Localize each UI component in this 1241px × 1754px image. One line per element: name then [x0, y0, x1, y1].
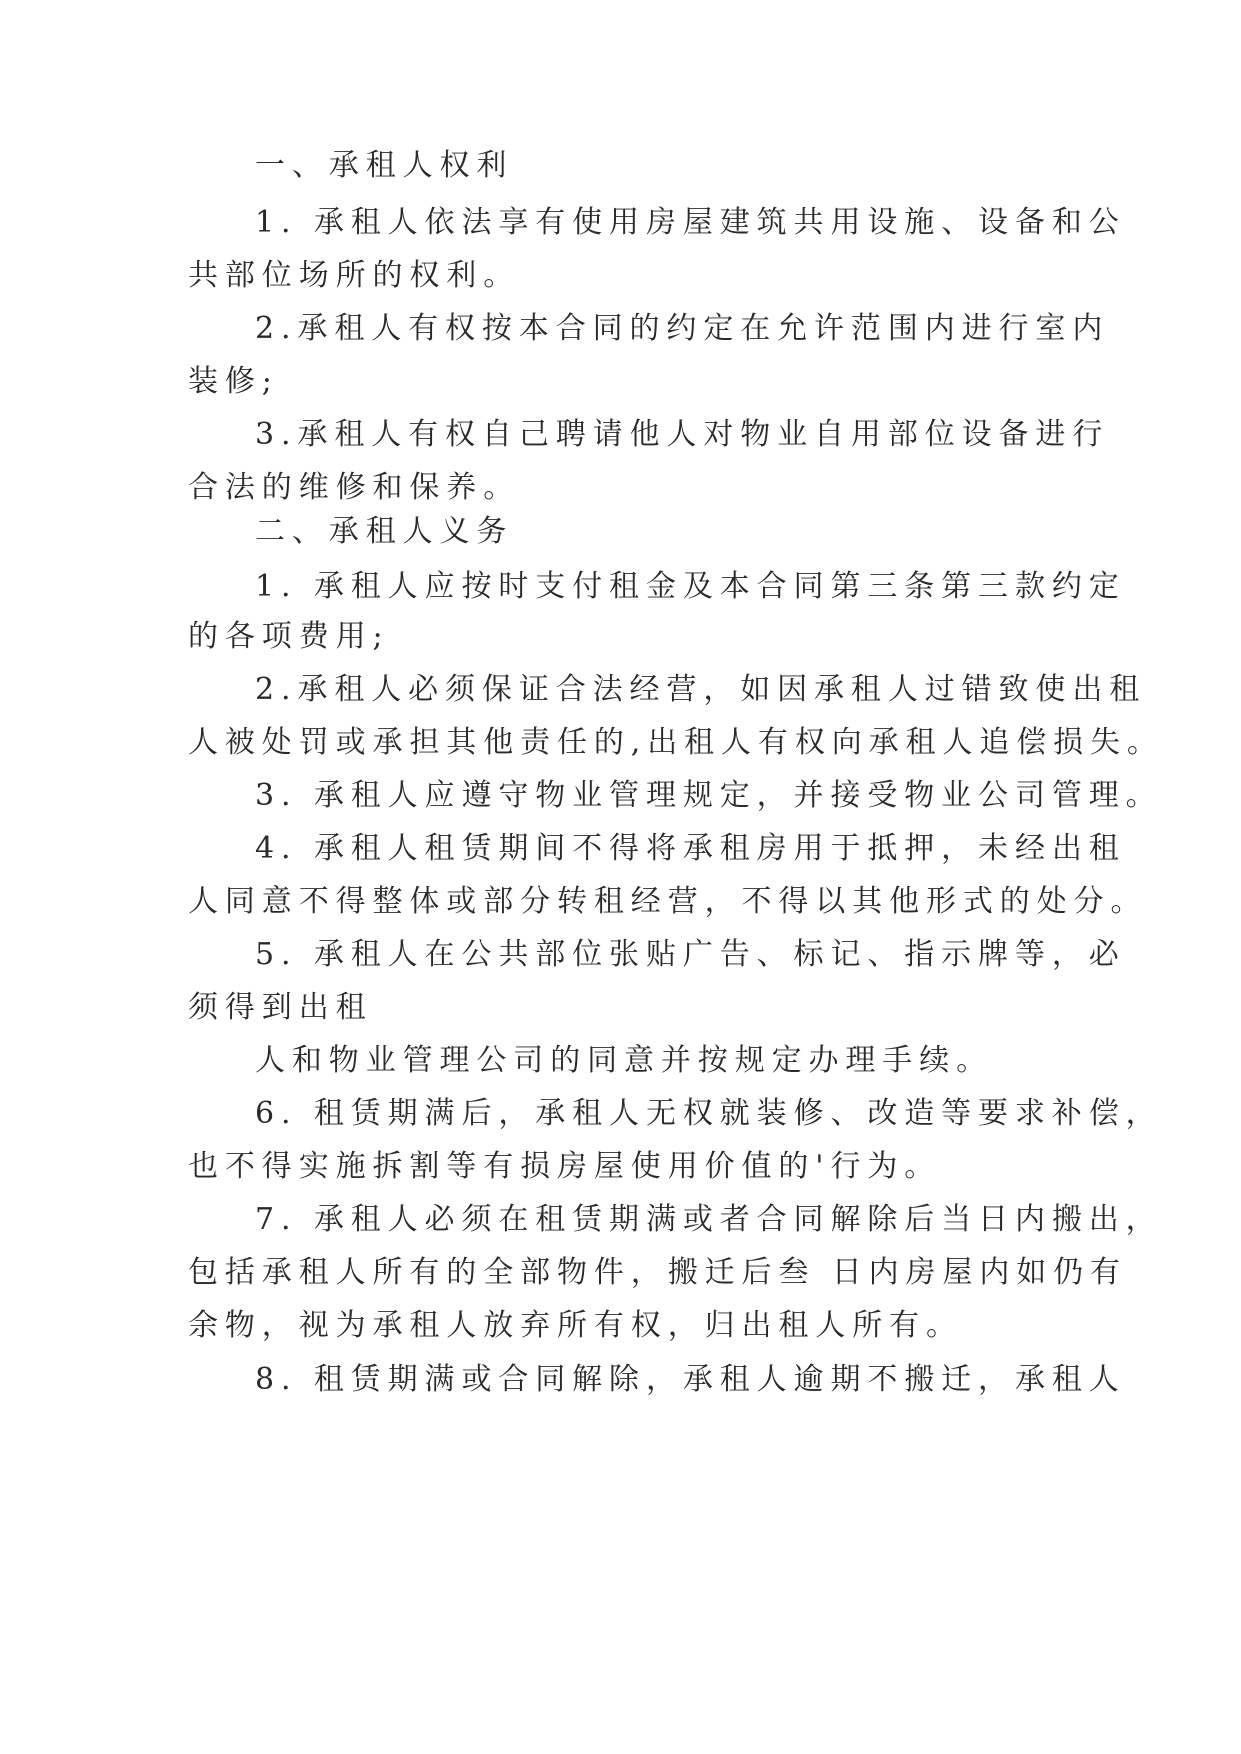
paragraph-line: 2.承租人有权按本合同的约定在允许范围内进行室内	[255, 311, 1110, 346]
paragraph-line: 余物，视为承租人放弃所有权，归出租人所有。	[188, 1308, 963, 1343]
paragraph-line: 装修;	[188, 364, 279, 399]
paragraph-line: 5. 承租人在公共部位张贴广告、标记、指示牌等，必	[255, 937, 1126, 972]
paragraph-line: 6. 租赁期满后，承租人无权就装修、改造等要求补偿，	[255, 1096, 1163, 1131]
section-heading-tenant-rights: 一、承租人权利	[255, 148, 514, 183]
paragraph-line: 8. 租赁期满或合同解除，承租人逾期不搬迁，承租人	[255, 1362, 1126, 1397]
paragraph-line: 包括承租人所有的全部物件，搬迁后叁 日内房屋内如仍有	[188, 1255, 1127, 1290]
paragraph-line: 4. 承租人租赁期间不得将承租房用于抵押，未经出租	[255, 831, 1126, 866]
paragraph-line: 共部位场所的权利。	[188, 258, 521, 293]
paragraph-line: 也不得实施拆割等有损房屋使用价值的'行为。	[188, 1149, 942, 1184]
paragraph-line: 人和物业管理公司的同意并按规定办理手续。	[255, 1043, 993, 1078]
section-heading-tenant-obligations: 二、承租人义务	[255, 514, 514, 549]
paragraph-line: 的各项费用;	[188, 619, 390, 654]
paragraph-line: 人被处罚或承担其他责任的,出租人有权向承租人追偿损失。	[188, 725, 1164, 760]
paragraph-line: 须得到出租	[188, 990, 373, 1025]
paragraph-line: 1. 承租人依法享有使用房屋建筑共用设施、设备和公	[255, 205, 1126, 240]
paragraph-line: 3.承租人有权自己聘请他人对物业自用部位设备进行	[255, 417, 1110, 452]
paragraph-line: 人同意不得整体或部分转租经营，不得以其他形式的处分。	[188, 884, 1148, 919]
paragraph-line: 3. 承租人应遵守物业管理规定，并接受物业公司管理。	[255, 778, 1163, 813]
paragraph-line: 7. 承租人必须在租赁期满或者合同解除后当日内搬出，	[255, 1202, 1163, 1237]
paragraph-line: 合法的维修和保养。	[188, 470, 521, 505]
paragraph-line: 2.承租人必须保证合法经营，如因承租人过错致使出租	[255, 672, 1147, 707]
paragraph-line: 1. 承租人应按时支付租金及本合同第三条第三款约定	[255, 569, 1126, 604]
